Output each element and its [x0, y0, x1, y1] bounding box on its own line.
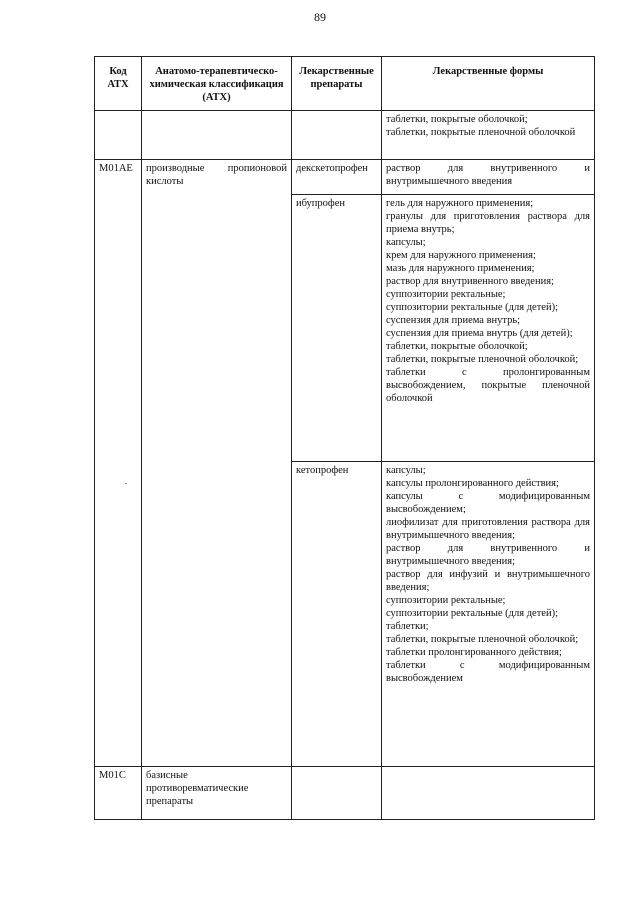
- cell-drug: ибупрофен: [292, 195, 382, 462]
- forms-list: [386, 113, 590, 139]
- dosage-form-item: таблетки;: [386, 621, 429, 632]
- cell-code: [95, 111, 142, 160]
- atx-table: [94, 56, 595, 820]
- dosage-form-item: таблетки с пролонгированным высвобождением, покрытые пленочной оболочкой: [386, 367, 590, 404]
- dosage-form-item: суспензия для приема внутрь;: [386, 315, 521, 326]
- dosage-form-item: суппозитории ректальные (для детей);: [386, 302, 558, 313]
- cell-forms: [382, 462, 595, 767]
- dosage-form-item: гранулы для приготовления раствора для приема внутрь;: [386, 211, 590, 235]
- dosage-form-item: капсулы;: [386, 465, 426, 476]
- dosage-form-item: гель для наружного применения;: [386, 198, 534, 209]
- forms-list: [386, 162, 590, 188]
- cell-forms: [382, 111, 595, 160]
- cell-forms: [382, 767, 595, 820]
- cell-drug: [292, 111, 382, 160]
- cell-drug: [292, 767, 382, 820]
- cell-drug: декскетопрофен: [292, 160, 382, 195]
- dosage-form-item: раствор для внутривенного и внутримышечного введения: [386, 163, 590, 187]
- table-row: [95, 111, 595, 160]
- dosage-form-item: крем для наружного применения;: [386, 250, 536, 261]
- dosage-form-item: таблетки, покрытые пленочной оболочкой: [386, 127, 576, 138]
- dosage-form-item: капсулы с модифицированным высвобождением;: [386, 491, 590, 515]
- dosage-form-item: таблетки, покрытые пленочной оболочкой;: [386, 354, 579, 365]
- dosage-form-item: таблетки, покрытые оболочкой;: [386, 341, 528, 352]
- dosage-form-item: раствор для внутривенного и внутримышечного введения;: [386, 543, 590, 567]
- scan-speck: [125, 483, 127, 484]
- table-row: [95, 767, 595, 820]
- table-row: [95, 160, 595, 195]
- cell-forms: [382, 195, 595, 462]
- dosage-form-item: раствор для инфузий и внутримышечного введения;: [386, 569, 590, 593]
- header-code: Код АТХ: [95, 57, 142, 111]
- dosage-form-item: лиофилизат для приготовления раствора для внутримышечного введения;: [386, 517, 590, 541]
- forms-list: [386, 197, 590, 405]
- cell-code: M01AE: [95, 160, 142, 767]
- header-drugs: Лекарственные препараты: [292, 57, 382, 111]
- cell-code: M01C: [95, 767, 142, 820]
- cell-classification: базисные противоревматические препараты: [142, 767, 292, 820]
- dosage-form-item: таблетки пролонгированного действия;: [386, 647, 562, 658]
- header-classification: Анатомо-терапевтическо-химическая классификация (АТХ): [142, 57, 292, 111]
- dosage-form-item: раствор для внутривенного введения;: [386, 276, 554, 287]
- dosage-form-item: таблетки, покрытые оболочкой;: [386, 114, 528, 125]
- dosage-form-item: суппозитории ректальные;: [386, 595, 506, 606]
- dosage-form-item: суппозитории ректальные;: [386, 289, 506, 300]
- dosage-form-item: капсулы пролонгированного действия;: [386, 478, 559, 489]
- dosage-form-item: мазь для наружного применения;: [386, 263, 535, 274]
- cell-classification: производные пропионовой кислоты: [142, 160, 292, 767]
- page-number: 89: [314, 10, 326, 24]
- forms-list: [386, 464, 590, 685]
- dosage-form-item: таблетки, покрытые пленочной оболочкой;: [386, 634, 579, 645]
- cell-drug: кетопрофен: [292, 462, 382, 767]
- cell-classification: [142, 111, 292, 160]
- dosage-form-item: таблетки с модифицированным высвобождением: [386, 660, 590, 684]
- dosage-form-item: капсулы;: [386, 237, 426, 248]
- header-forms: Лекарственные формы: [382, 57, 595, 111]
- cell-forms: [382, 160, 595, 195]
- table-header-row: [95, 57, 595, 111]
- dosage-form-item: суспензия для приема внутрь (для детей);: [386, 328, 573, 339]
- dosage-form-item: суппозитории ректальные (для детей);: [386, 608, 558, 619]
